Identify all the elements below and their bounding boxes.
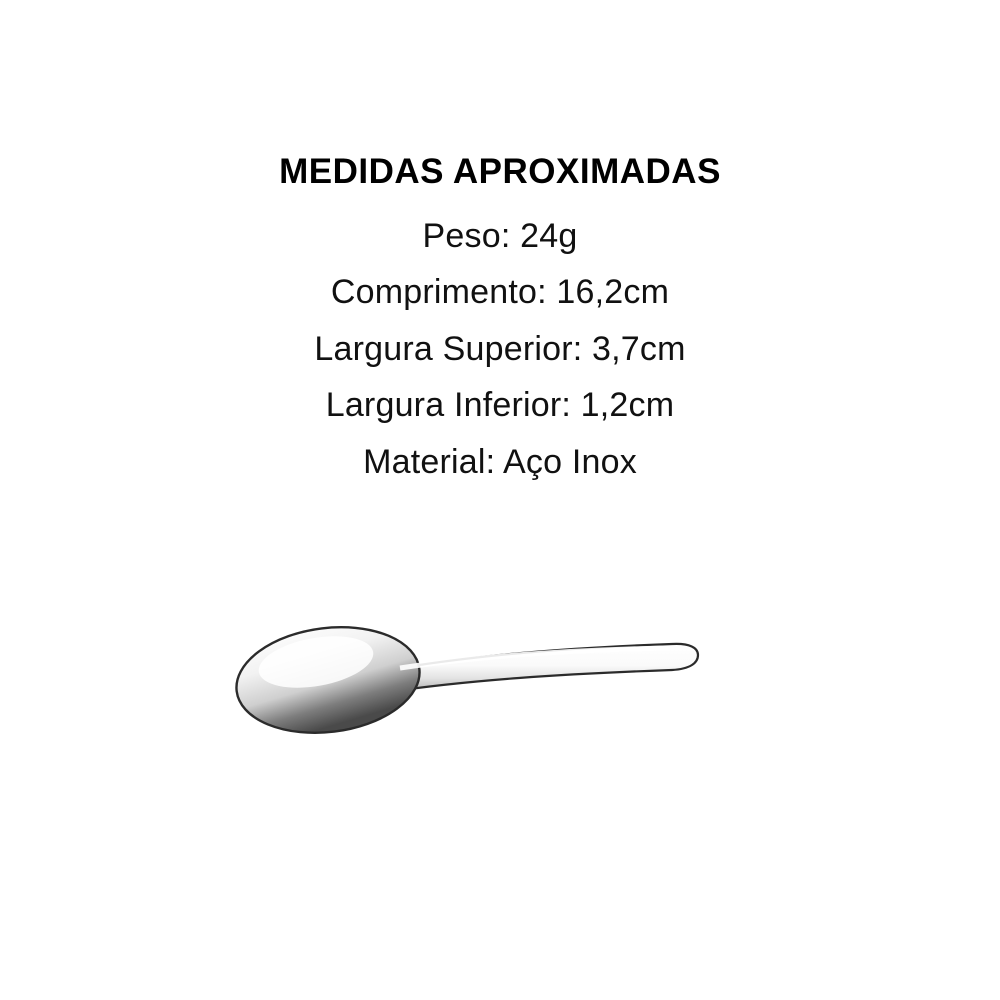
product-image	[0, 600, 1000, 820]
spec-line-length: Comprimento: 16,2cm	[330, 273, 670, 312]
spec-line-weight: Peso: 24g	[422, 216, 578, 255]
spoon-illustration	[220, 600, 780, 760]
spec-line-material: Material: Aço Inox	[363, 442, 637, 481]
page-title: MEDIDAS APROXIMADAS	[279, 152, 721, 191]
measurements-block	[0, 150, 1000, 490]
spec-line-upper-width: Largura Superior: 3,7cm	[314, 329, 686, 368]
spec-line-lower-width: Largura Inferior: 1,2cm	[325, 386, 675, 425]
